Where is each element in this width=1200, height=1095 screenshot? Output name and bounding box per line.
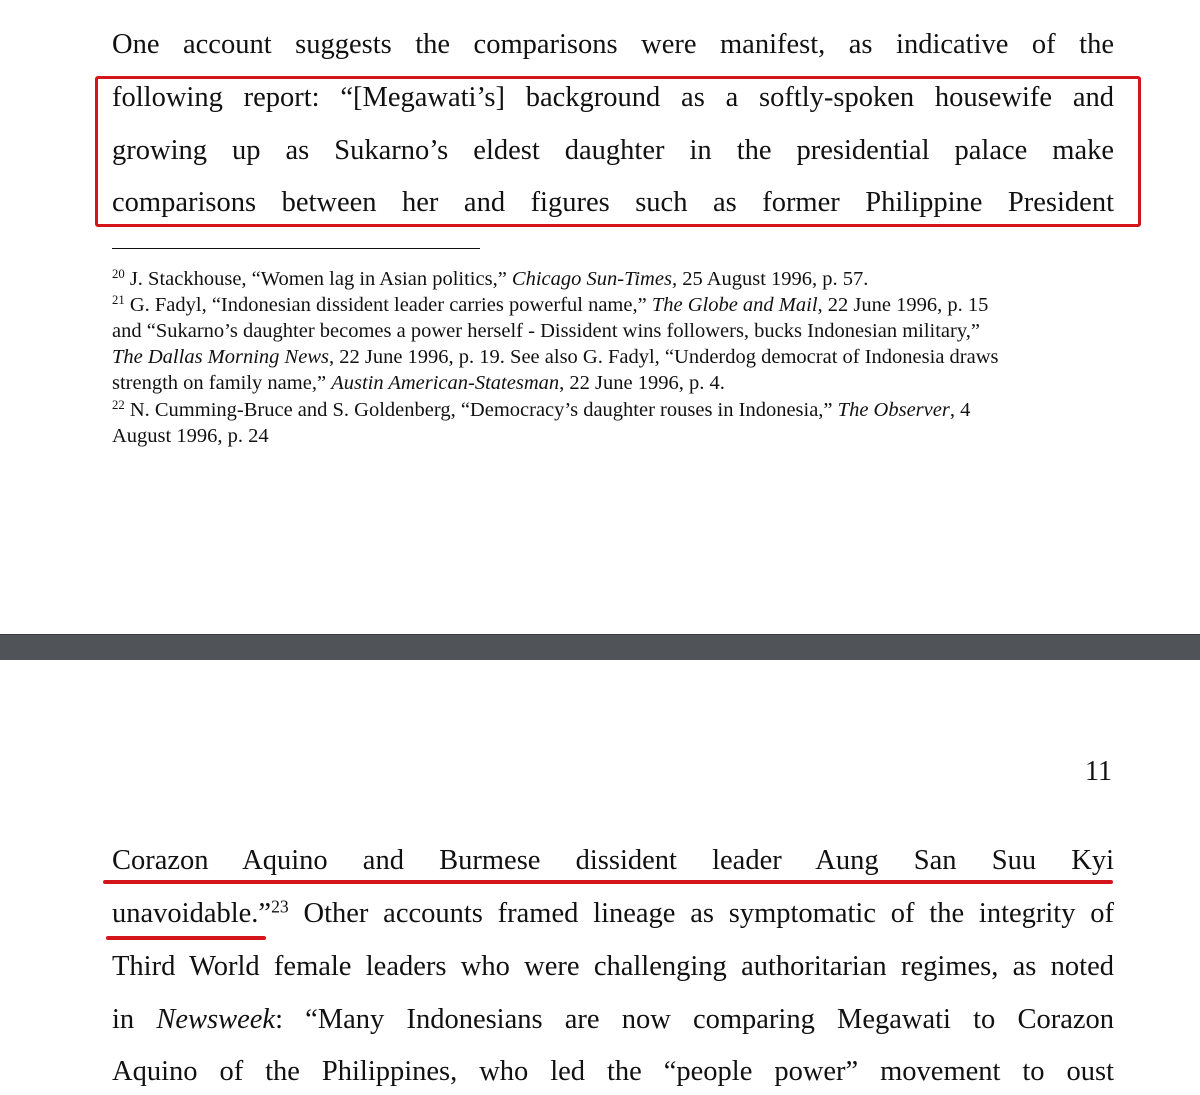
body-text-line: in Newsweek: “Many Indonesians are now comparing Megawati to Corazon xyxy=(112,1004,1115,1035)
body-text-line: Corazon Aquino and Burmese dissident leader Aung San Suu Kyi xyxy=(112,845,1114,876)
source-title: The Observer xyxy=(837,399,950,421)
footnote-reference: 23 xyxy=(271,896,289,917)
body-text-line: growing up as Sukarno’s eldest daughter in the presidential palace make xyxy=(112,135,1114,166)
body-text-line: Third World female leaders who were challenging authoritarian regimes, as noted xyxy=(112,951,1114,982)
red-underline-annotation xyxy=(106,936,266,940)
footnote-20: $^{20}$ J. Stackhouse, “Women lag in Asian politics,” Chicago Sun-Times, 25 August 1996, p. 57. xyxy=(112,267,869,290)
footnote-number: 21 xyxy=(112,293,125,308)
footnote-separator xyxy=(112,248,480,249)
source-title: Chicago Sun-Times, xyxy=(511,268,678,290)
source-title: Austin American-Statesman xyxy=(331,372,560,394)
body-text-line: unavoidable.”$^{23}$ Other accounts framed lineage as symptomatic of the integrity of xyxy=(112,896,1114,929)
page-break-divider xyxy=(0,634,1200,661)
source-title: Newsweek xyxy=(156,1004,276,1035)
footnote-number: 22 xyxy=(112,398,125,413)
document-page-bottom xyxy=(0,660,1200,1095)
footnote-number: 20 xyxy=(112,267,125,282)
body-text-line: following report: “[Megawati’s] background as a softly-spoken housewife and xyxy=(112,82,1114,113)
footnote-21-line: The Dallas Morning News, 22 June 1996, p. 19. See also G. Fadyl, “Underdog democrat of Indonesia draws xyxy=(112,346,999,368)
footnote-22-line: August 1996, p. 24 xyxy=(112,425,269,447)
body-text-line: Aquino of the Philippines, who led the “people power” movement to oust xyxy=(112,1056,1114,1087)
body-text-line: One account suggests the comparisons were manifest, as indicative of the xyxy=(112,29,1114,60)
page-number: 11 xyxy=(1085,756,1112,787)
source-title: The Dallas Morning News xyxy=(112,346,329,368)
footnote-22: $^{22}$ N. Cumming-Bruce and S. Goldenberg, “Democracy’s daughter rouses in Indonesia,” The Observer, 4 xyxy=(112,398,971,421)
red-underline-annotation xyxy=(103,880,1113,884)
source-title: The Globe and Mail xyxy=(651,294,818,316)
footnote-21: $^{21}$ G. Fadyl, “Indonesian dissident leader carries powerful name,” The Globe and Mail, 22 June 1996, p. 15 xyxy=(112,293,989,316)
body-text-line: comparisons between her and figures such as former Philippine President xyxy=(112,187,1114,218)
footnote-21-line: strength on family name,” Austin American-Statesman, 22 June 1996, p. 4. xyxy=(112,372,725,394)
footnote-21-line: and “Sukarno’s daughter becomes a power herself - Dissident wins followers, bucks Indonesian military,” xyxy=(112,320,980,342)
